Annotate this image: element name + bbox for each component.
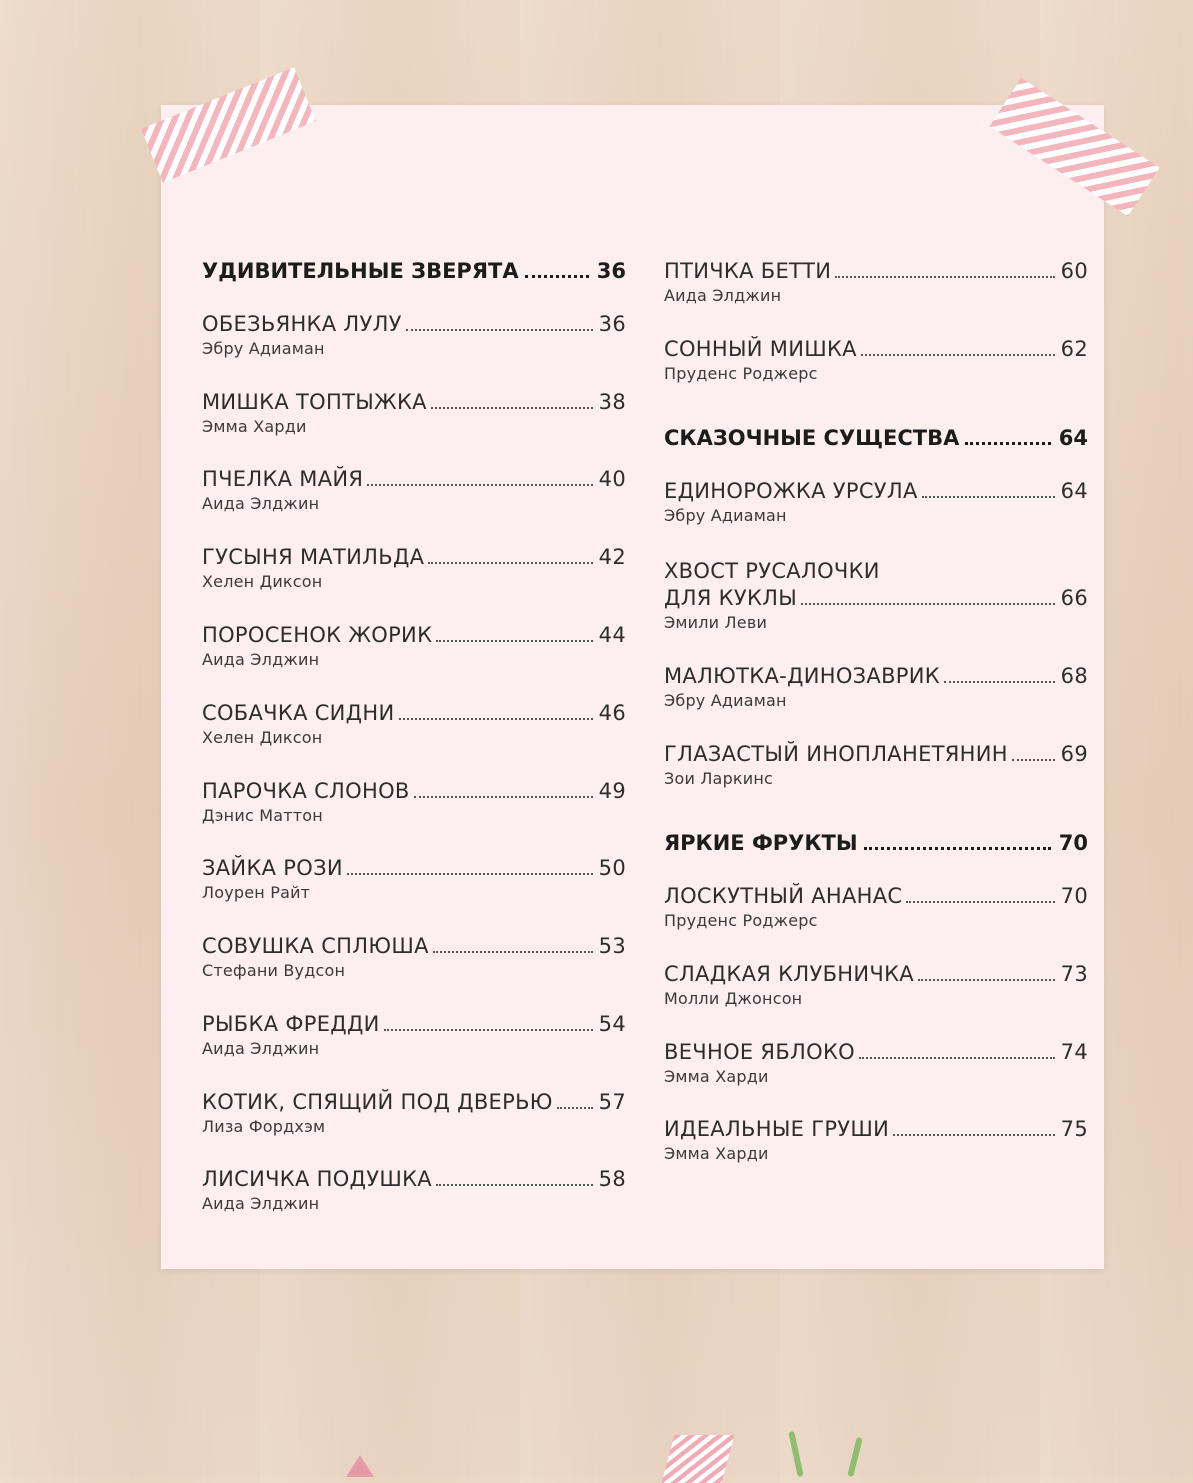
entry-author: Аида Элджин <box>202 494 320 513</box>
dot-leader <box>1012 758 1055 761</box>
entry-author: Пруденс Роджерс <box>664 364 818 383</box>
entry-title: СОБАЧКА СИДНИ <box>202 701 395 725</box>
green-leaf-decoration <box>847 1437 862 1477</box>
green-leaf-decoration <box>788 1431 803 1477</box>
entry-author: Эбру Адиаман <box>664 691 787 710</box>
entry-title: ВЕЧНОЕ ЯБЛОКО <box>664 1040 855 1064</box>
dot-leader <box>433 950 593 953</box>
entry-author: Дэнис Маттон <box>202 806 323 825</box>
toc-entry[interactable] <box>202 934 626 980</box>
pink-flower-decoration <box>346 1455 374 1477</box>
entry-title: ГУСЫНЯ МАТИЛЬДА <box>202 545 425 569</box>
entry-page: 54 <box>598 1012 626 1036</box>
entry-title: ПТИЧКА БЕТТИ <box>664 259 832 283</box>
toc-entry[interactable] <box>202 1167 626 1213</box>
dot-leader <box>906 900 1054 903</box>
entry-author: Лоурен Райт <box>202 883 311 902</box>
entry-page: 62 <box>1060 337 1088 361</box>
entry-author: Стефани Вудсон <box>202 961 346 980</box>
dot-leader <box>893 1133 1055 1136</box>
toc-entry[interactable] <box>202 1090 626 1136</box>
entry-page: 49 <box>598 779 626 803</box>
toc-entry[interactable] <box>664 664 1088 710</box>
entry-title: СОВУШКА СПЛЮША <box>202 934 429 958</box>
entry-page: 44 <box>598 623 626 647</box>
entry-author: Аида Элджин <box>202 1194 320 1213</box>
section-title: ЯРКИЕ ФРУКТЫ <box>664 831 858 855</box>
section-heading[interactable] <box>664 831 1088 855</box>
toc-entry[interactable] <box>664 884 1088 930</box>
entry-author: Лиза Фордхэм <box>202 1117 326 1136</box>
entry-page: 40 <box>598 467 626 491</box>
entry-page: 69 <box>1060 742 1088 766</box>
entry-page: 38 <box>598 390 626 414</box>
section-page: 64 <box>1058 426 1088 450</box>
dot-leader <box>428 561 592 564</box>
dot-leader <box>525 274 589 278</box>
entry-title: ЛИСИЧКА ПОДУШКА <box>202 1167 432 1191</box>
entry-author: Пруденс Роджерс <box>664 911 818 930</box>
entry-title: ЗАЙКА РОЗИ <box>202 856 343 880</box>
entry-title: КОТИК, СПЯЩИЙ ПОД ДВЕРЬЮ <box>202 1090 553 1114</box>
dot-leader <box>944 680 1055 683</box>
entry-page: 46 <box>598 701 626 725</box>
entry-page: 60 <box>1060 259 1088 283</box>
dot-leader <box>557 1106 593 1109</box>
dot-leader <box>367 483 592 486</box>
toc-entry[interactable] <box>202 545 626 591</box>
toc-entry[interactable] <box>664 259 1088 305</box>
dot-leader <box>801 602 1055 605</box>
entry-author: Молли Джонсон <box>664 989 803 1008</box>
entry-title: МАЛЮТКА-ДИНОЗАВРИК <box>664 664 940 688</box>
dot-leader <box>384 1028 593 1031</box>
section-title: СКАЗОЧНЫЕ СУЩЕСТВА <box>664 426 960 450</box>
entry-author: Эбру Адиаман <box>664 506 787 525</box>
section-page: 70 <box>1058 831 1088 855</box>
entry-title: ПОРОСЕНОК ЖОРИК <box>202 623 433 647</box>
entry-title: ИДЕАЛЬНЫЕ ГРУШИ <box>664 1117 890 1141</box>
entry-author: Аида Элджин <box>202 1039 320 1058</box>
entry-author: Эбру Адиаман <box>202 339 325 358</box>
entry-title: ОБЕЗЬЯНКА ЛУЛУ <box>202 312 402 336</box>
entry-page: 74 <box>1060 1040 1088 1064</box>
dot-leader <box>835 275 1054 278</box>
dot-leader <box>436 1183 593 1186</box>
section-heading[interactable] <box>202 259 626 283</box>
dot-leader <box>922 495 1055 498</box>
entry-page: 57 <box>598 1090 626 1114</box>
entry-page: 36 <box>598 312 626 336</box>
toc-entry[interactable] <box>664 479 1088 525</box>
entry-page: 66 <box>1060 586 1088 610</box>
toc-entry[interactable] <box>202 856 626 902</box>
dot-leader <box>347 872 593 875</box>
section-title: УДИВИТЕЛЬНЫЕ ЗВЕРЯТА <box>202 259 519 283</box>
toc-entry[interactable] <box>202 1012 626 1058</box>
toc-entry[interactable] <box>202 623 626 669</box>
dot-leader <box>861 353 1055 356</box>
entry-page: 50 <box>598 856 626 880</box>
entry-author: Зои Ларкинс <box>664 769 774 788</box>
section-page: 36 <box>596 259 626 283</box>
toc-entry[interactable] <box>202 390 626 436</box>
toc-entry[interactable] <box>202 701 626 747</box>
entry-author: Эмили Леви <box>664 613 768 632</box>
entry-page: 42 <box>598 545 626 569</box>
entry-author: Хелен Диксон <box>202 728 323 747</box>
entry-page: 75 <box>1060 1117 1088 1141</box>
entry-page: 70 <box>1060 884 1088 908</box>
toc-entry[interactable] <box>664 1040 1088 1086</box>
entry-page: 68 <box>1060 664 1088 688</box>
entry-title: ГЛАЗАСТЫЙ ИНОПЛАНЕТЯНИН <box>664 742 1008 766</box>
entry-author: Аида Элджин <box>664 286 782 305</box>
entry-title: ПЧЕЛКА МАЙЯ <box>202 467 364 491</box>
entry-author: Эмма Харди <box>664 1144 769 1163</box>
toc-entry[interactable] <box>202 779 626 825</box>
entry-title: СЛАДКАЯ КЛУБНИЧКА <box>664 962 914 986</box>
entry-author: Хелен Диксон <box>202 572 323 591</box>
entry-author: Эмма Харди <box>664 1067 769 1086</box>
toc-entry[interactable] <box>664 962 1088 1008</box>
entry-title: ЕДИНОРОЖКА УРСУЛА <box>664 479 918 503</box>
entry-title: СОННЫЙ МИШКА <box>664 337 857 361</box>
dot-leader <box>859 1056 1055 1059</box>
entry-title-line1: ХВОСТ РУСАЛОЧКИ <box>664 559 880 583</box>
section-heading[interactable] <box>664 426 1088 450</box>
dot-leader <box>965 441 1050 445</box>
dot-leader <box>399 717 593 720</box>
entry-page: 64 <box>1060 479 1088 503</box>
entry-title: МИШКА ТОПТЫЖКА <box>202 390 427 414</box>
dot-leader <box>864 846 1051 850</box>
dot-leader <box>406 328 593 331</box>
dot-leader <box>436 639 592 642</box>
striped-paper-decoration <box>662 1435 735 1483</box>
toc-entry[interactable] <box>664 1117 1088 1163</box>
toc-entry[interactable] <box>664 742 1088 788</box>
entry-title: ЛОСКУТНЫЙ АНАНАС <box>664 884 903 908</box>
entry-page: 53 <box>598 934 626 958</box>
dot-leader <box>414 795 593 798</box>
entry-page: 73 <box>1060 962 1088 986</box>
dot-leader <box>918 978 1055 981</box>
toc-entry[interactable] <box>664 337 1088 383</box>
entry-page: 58 <box>598 1167 626 1191</box>
dot-leader <box>431 406 593 409</box>
entry-title: ПАРОЧКА СЛОНОВ <box>202 779 410 803</box>
toc-entry[interactable] <box>664 557 1088 632</box>
entry-title: ДЛЯ КУКЛЫ <box>664 586 798 610</box>
toc-entry[interactable] <box>202 467 626 513</box>
toc-entry[interactable] <box>202 312 626 358</box>
entry-author: Эмма Харди <box>202 417 307 436</box>
entry-author: Аида Элджин <box>202 650 320 669</box>
entry-title: РЫБКА ФРЕДДИ <box>202 1012 380 1036</box>
